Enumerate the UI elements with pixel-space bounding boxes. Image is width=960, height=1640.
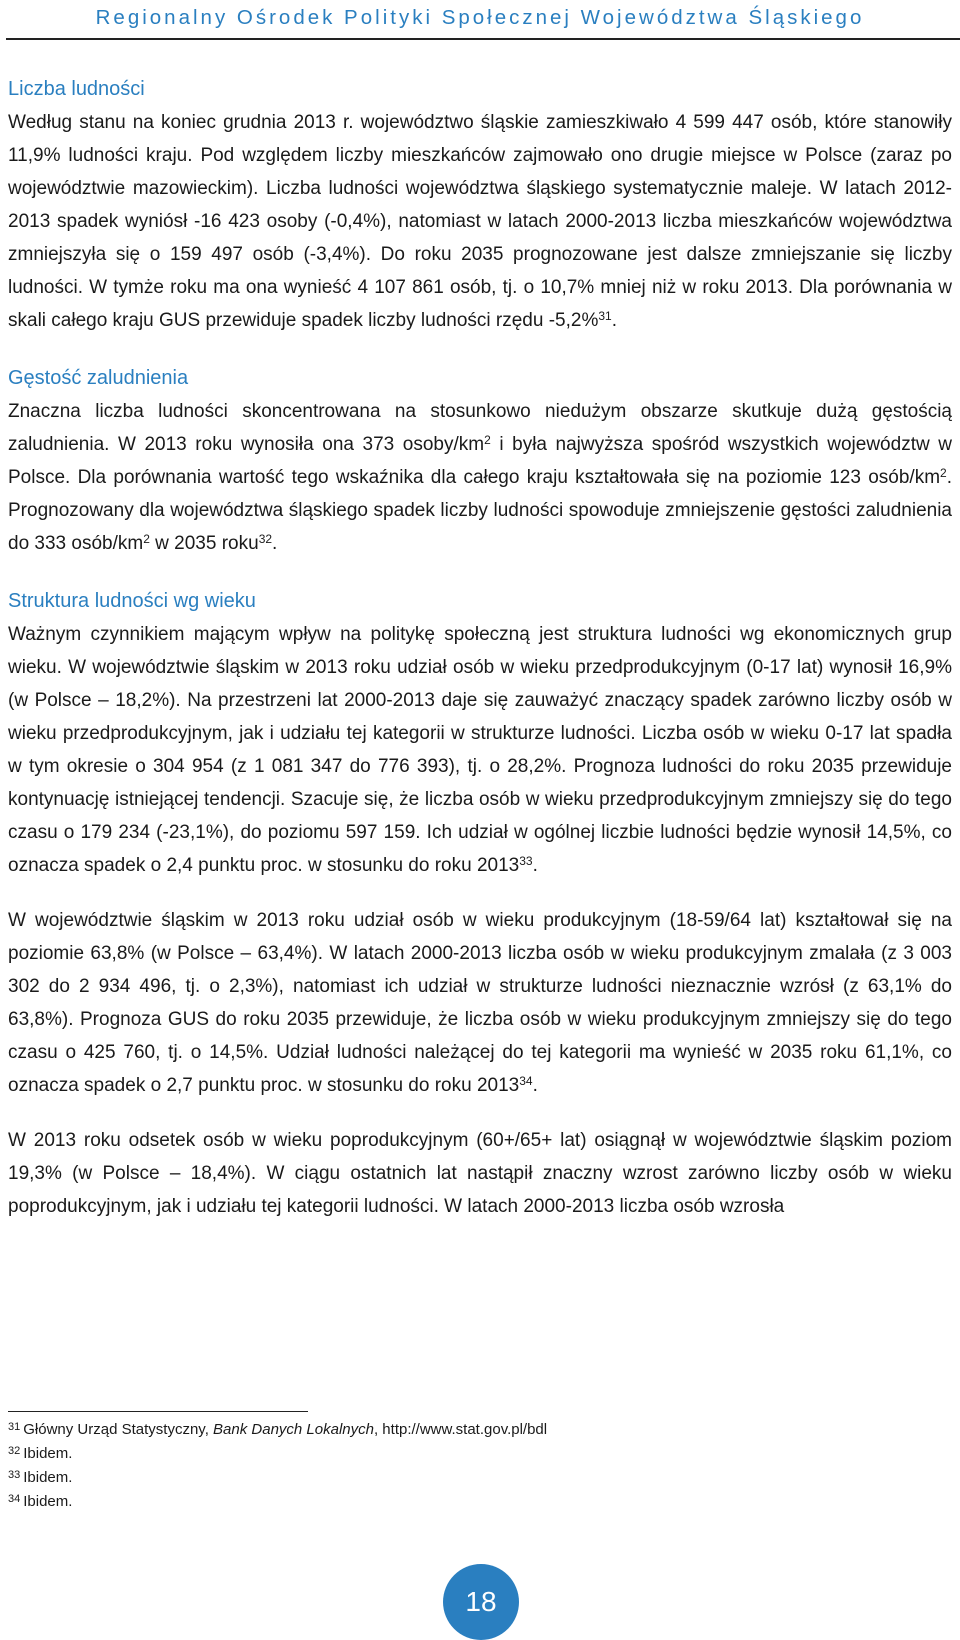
footnote-number: 32 — [8, 1445, 21, 1457]
paragraph-text: Znaczna liczba ludności skoncentrowana na stosunkowo niedużym obszarze skutkuje dużą gęstością zaludnienia. W 2013 roku wynosiła ona 373 osoby/km — [8, 401, 952, 455]
paragraph-text: W województwie śląskim w 2013 roku udział osób w wieku produkcyjnym (18-59/64 lat) kształtował się na poziomie 63,8% (w Polsce – 63,4%). W latach 2000-2013 liczba osób w wieku produkcyjnym zmalała (z 3 003 302 do 2 934 496, tj. o 2,3%), natomiast ich udział w strukturze ludności nieznacznie wzrósł (z 63,1% do 63,8%). Prognoza GUS do roku 2035 przewiduje, że liczba osób w wieku produkcyjnym zmniejszy się do tego czasu o 425 760, tj. o 14,5%. Udział ludności należącej do tej kategorii ma wynieść w 2035 roku 61,1%, co oznacza spadek o 2,7 punktu proc. w stosunku do roku 2013 — [8, 910, 952, 1096]
footnote-text: Ibidem. — [23, 1445, 73, 1462]
page-number-badge: 18 — [443, 1564, 519, 1640]
footnote — [8, 1442, 948, 1466]
paragraph — [8, 395, 952, 560]
footnote-number: 34 — [8, 1493, 21, 1505]
paragraph — [8, 618, 952, 882]
paragraph — [8, 106, 952, 337]
footnote — [8, 1418, 948, 1442]
paragraph-spacer — [8, 1102, 952, 1124]
footnote-text: Główny Urząd Statystyczny, — [23, 1421, 214, 1438]
footnote — [8, 1466, 948, 1490]
paragraph-text: Ważnym czynnikiem mającym wpływ na politykę społeczną jest struktura ludności wg ekonomicznych grup wieku. W województwie śląskim w 2013 roku udział osób w wieku przedprodukcyjnym (0-17 lat) wynosił 16,9% (w Polsce – 18,2%). Na przestrzeni lat 2000-2013 daje się zauważyć znaczący spadek zarówno liczby osób w wieku przedprodukcyjnym, jak i udziału tej kategorii w strukturze ludności. Liczba osób w wieku 0-17 lat spadła w tym okresie o 304 954 (z 1 081 347 do 776 393), tj. o 28,2%. Prognoza ludności do roku 2035 przewiduje kontynuację istniejącej tendencji. Szacuje się, że liczba osób w wieku przedprodukcyjnym zmniejszy się do tego czasu o 179 234 (-23,1%), do poziomu 597 159. Ich udział w ogólnej liczbie ludności będzie wynosił 14,5%, co oznacza spadek o 2,4 punktu proc. w stosunku do roku 2013 — [8, 624, 952, 876]
superscript: 34 — [519, 1074, 533, 1088]
superscript: 2 — [484, 433, 491, 447]
paragraph-text: w 2035 roku — [149, 533, 259, 554]
footnote-url: , http://www.stat.gov.pl/bdl — [373, 1421, 548, 1438]
header-rule — [6, 38, 960, 40]
footnote-number: 33 — [8, 1469, 21, 1481]
paragraph — [8, 904, 952, 1102]
superscript: 32 — [258, 532, 273, 546]
superscript: 2 — [143, 532, 150, 546]
footnote-number: 31 — [8, 1421, 21, 1433]
paragraph-text: Według stanu na koniec grudnia 2013 r. województwo śląskie zamieszkiwało 4 599 447 osób, które stanowiły 11,9% ludności kraju. Pod względem liczby mieszkańców zajmowało ono drugie miejsce w Polsce (zaraz po województwie mazowieckim). Liczba ludności województwa śląskiego systematycznie maleje. W latach 2012-2013 spadek wyniósł -16 423 osoby (-0,4%), natomiast w latach 2000-2013 liczba mieszkańców województwa zmniejszyła się o 159 497 osób (-3,4%). Do roku 2035 prognozowane jest dalsze zmniejszanie się liczby ludności. W tymże roku ma ona wynieść 4 107 861 osób, tj. o 10,7% mniej niż w roku 2013. Dla porównania w skali całego kraju GUS przewiduje spadek liczby ludności rzędu -5,2% — [8, 112, 952, 331]
footnote-text: Ibidem. — [23, 1469, 73, 1486]
section-heading: Gęstość zaludnienia — [8, 367, 189, 389]
paragraph-text: . — [272, 533, 278, 554]
footnote-separator — [8, 1411, 308, 1412]
section-heading: Struktura ludności wg wieku — [8, 590, 256, 612]
section-spacer — [8, 337, 952, 363]
paragraph — [8, 1124, 952, 1223]
footnote-source-title: Bank Danych Lokalnych — [213, 1421, 374, 1438]
superscript: 2 — [940, 466, 947, 480]
paragraph-spacer — [8, 882, 952, 904]
paragraph-text: W 2013 roku odsetek osób w wieku poprodukcyjnym (60+/65+ lat) osiągnął w województwie śląskim poziom 19,3% (w Polsce – 18,4%). W ciągu ostatnich lat nastąpił znaczny wzrost zarówno liczby osób w wieku poprodukcyjnym, jak i udziału tej kategorii ludności. W latach 2000-2013 liczba osób wzrosła — [8, 1130, 952, 1217]
section-spacer — [8, 560, 952, 586]
page-header — [0, 0, 960, 42]
paragraph-text: . — [611, 310, 617, 331]
header-title: Regionalny Ośrodek Polityki Społecznej Województwa Śląskiego — [95, 6, 865, 29]
footnote-text: Ibidem. — [23, 1493, 73, 1510]
superscript: 33 — [519, 854, 533, 868]
footnotes — [8, 1418, 948, 1514]
main-content — [8, 74, 952, 1223]
paragraph-text: . Prognozowany dla województwa śląskiego spadek liczby ludności spowoduje zmniejszenie gęstości zaludnienia do 333 osób/km — [8, 467, 952, 554]
paragraph-text: i była najwyższa spośród wszystkich województw w Polsce. Dla porównania wartość tego wskaźnika dla całego kraju kształtowała się na poziomie 123 osób/km — [8, 434, 952, 488]
section-heading: Liczba ludności — [8, 78, 145, 100]
superscript: 31 — [598, 309, 612, 323]
footnote — [8, 1490, 948, 1514]
paragraph-text: . — [532, 855, 538, 876]
paragraph-text: . — [532, 1075, 538, 1096]
